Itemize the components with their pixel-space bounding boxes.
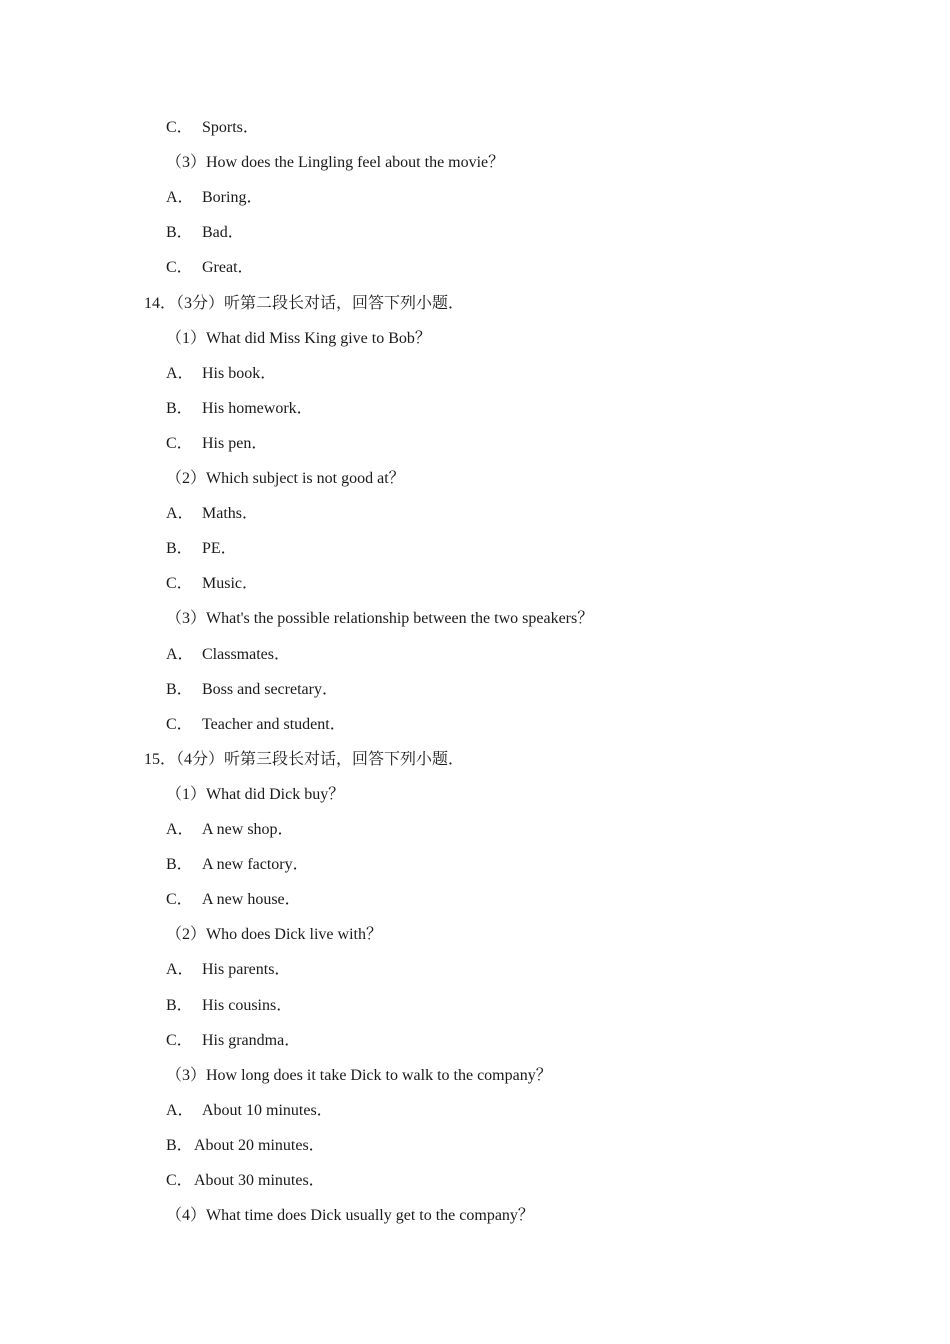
option-letter: B． — [166, 681, 193, 698]
option-letter: C． — [166, 716, 193, 733]
option-text: Bad． — [202, 224, 244, 241]
option-text: His parents． — [202, 961, 291, 978]
answer-option — [166, 539, 237, 559]
sub-question: （3）What's the possible relationship between the two speakers？ — [166, 610, 594, 627]
option-letter: B． — [166, 540, 193, 557]
answer-option — [166, 890, 301, 910]
option-letter: A． — [166, 646, 194, 663]
option-text: His book． — [202, 365, 277, 382]
option-text: A new shop． — [202, 821, 294, 838]
option-letter: A． — [166, 961, 194, 978]
option-text: Classmates． — [202, 646, 290, 663]
sub-question: （1）What did Miss King give to Bob？ — [166, 330, 431, 347]
sub-question: （2）Who does Dick live with？ — [166, 926, 382, 943]
option-letter: B． — [166, 400, 193, 417]
option-letter: C． — [166, 119, 193, 136]
answer-option — [166, 855, 309, 875]
option-letter: A． — [166, 189, 194, 206]
answer-option — [166, 1101, 333, 1121]
option-letter: C． — [166, 575, 193, 592]
answer-option — [166, 1171, 325, 1191]
option-letter: A． — [166, 821, 194, 838]
answer-option — [166, 1031, 300, 1051]
option-letter: B． — [166, 997, 193, 1014]
option-text: His cousins． — [202, 997, 293, 1014]
answer-option — [166, 1136, 325, 1156]
answer-option — [166, 715, 346, 735]
answer-option — [166, 504, 258, 524]
option-text: Sports． — [202, 119, 259, 136]
sub-question: （1）What did Dick buy？ — [166, 786, 345, 803]
answer-option — [166, 996, 292, 1016]
option-letter: A． — [166, 505, 194, 522]
option-text: His pen． — [202, 435, 268, 452]
option-text: Great． — [202, 259, 254, 276]
option-letter: C． — [166, 435, 193, 452]
option-text: PE． — [202, 540, 237, 557]
answer-option — [166, 574, 258, 594]
question-heading: 15．（4分）听第三段长对话，回答下列小题． — [144, 751, 465, 768]
answer-option — [166, 223, 244, 243]
answer-option — [166, 188, 262, 208]
option-text: Boss and secretary． — [202, 681, 338, 698]
answer-option — [166, 399, 313, 419]
option-text: Boring． — [202, 189, 263, 206]
option-letter: C． — [166, 1172, 193, 1189]
answer-option — [166, 645, 290, 665]
option-letter: B． — [166, 856, 193, 873]
option-text: About 20 minutes． — [194, 1137, 325, 1154]
sub-question: （4）What time does Dick usually get to the company？ — [166, 1207, 534, 1224]
option-text: A new house． — [202, 891, 301, 908]
answer-option — [166, 434, 267, 454]
answer-option — [166, 364, 276, 384]
option-letter: B． — [166, 1137, 193, 1154]
option-letter: A． — [166, 1102, 194, 1119]
option-text: Music． — [202, 575, 259, 592]
sub-question: （3）How long does it take Dick to walk to the company？ — [166, 1067, 552, 1084]
option-letter: B． — [166, 224, 193, 241]
option-text: Teacher and student． — [202, 716, 346, 733]
option-text: His homework． — [202, 400, 313, 417]
option-text: Maths． — [202, 505, 259, 522]
option-text: About 10 minutes． — [202, 1102, 333, 1119]
option-letter: C． — [166, 891, 193, 908]
option-text: About 30 minutes． — [194, 1172, 325, 1189]
answer-option — [166, 118, 259, 138]
answer-option — [166, 680, 338, 700]
option-text: His grandma． — [202, 1032, 301, 1049]
answer-option — [166, 258, 254, 278]
option-letter: C． — [166, 259, 193, 276]
question-heading: 14．（3分）听第二段长对话，回答下列小题． — [144, 295, 465, 312]
sub-question: （3）How does the Lingling feel about the movie？ — [166, 154, 505, 171]
option-letter: C． — [166, 1032, 193, 1049]
answer-option — [166, 820, 294, 840]
option-letter: A． — [166, 365, 194, 382]
sub-question: （2）Which subject is not good at？ — [166, 470, 405, 487]
option-text: A new factory． — [202, 856, 309, 873]
answer-option — [166, 960, 290, 980]
